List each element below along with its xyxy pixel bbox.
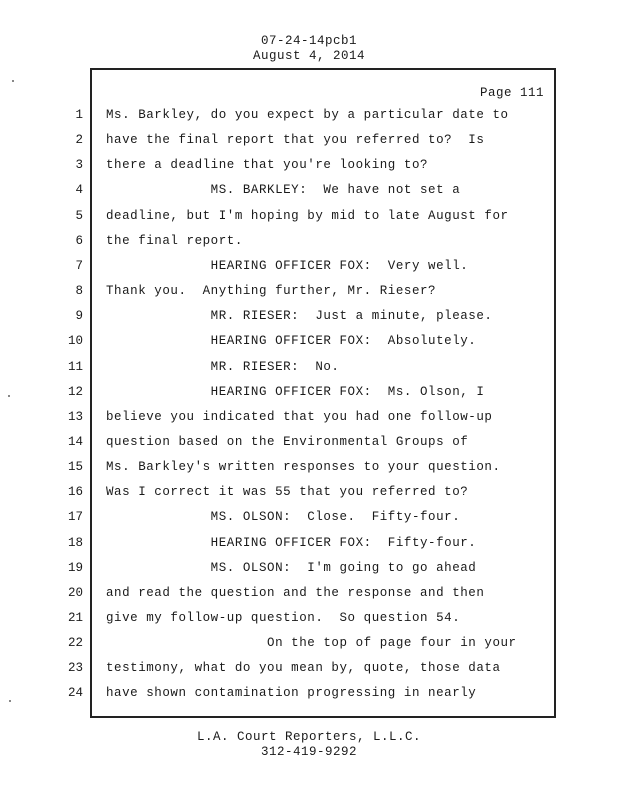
transcript-line: MS. OLSON: Close. Fifty-four.	[106, 510, 461, 525]
line-number: 14	[67, 434, 83, 449]
transcript-line: believe you indicated that you had one follow-up	[106, 409, 493, 424]
transcript-line: testimony, what do you mean by, quote, those data	[106, 661, 501, 676]
scan-speck	[12, 80, 14, 82]
line-number: 17	[67, 510, 83, 525]
transcript-line: MR. RIESER: No.	[106, 359, 340, 374]
transcript-line: give my follow-up question. So question 54.	[106, 611, 461, 625]
line-number: 8	[75, 284, 83, 299]
transcript-line: On the top of page four in your	[106, 636, 517, 651]
line-number: 16	[67, 485, 83, 500]
line-number: 4	[75, 183, 83, 198]
line-number: 19	[67, 560, 83, 575]
transcript-line: HEARING OFFICER FOX: Very well.	[106, 258, 469, 273]
transcript-line: and read the question and the response and then	[106, 585, 485, 600]
line-number: 7	[75, 258, 83, 273]
line-number: 10	[67, 334, 83, 349]
reporter-phone: 312-419-9292	[260, 745, 357, 759]
transcript-line: there a deadline that you're looking to?	[106, 158, 429, 173]
transcript-line: have shown contamination progressing in nearly	[106, 686, 477, 701]
case-id-header: 07-24-14pcb1	[260, 34, 357, 48]
line-number: 6	[75, 233, 83, 248]
transcript-line: the final report.	[106, 233, 243, 248]
transcript-line: HEARING OFFICER FOX: Ms. Olson, I	[106, 384, 485, 399]
transcript-line: HEARING OFFICER FOX: Fifty-four.	[106, 535, 477, 550]
transcript-line: MR. RIESER: Just a minute, please.	[106, 309, 493, 324]
line-number: 15	[67, 460, 83, 475]
transcript-line: MS. OLSON: I'm going to go ahead	[106, 560, 477, 575]
transcript-line: question based on the Environmental Groups of	[106, 434, 469, 449]
line-number: 5	[75, 208, 83, 223]
line-number: 2	[75, 133, 83, 148]
line-number: 23	[67, 661, 83, 676]
scan-speck	[9, 700, 11, 702]
line-number: 22	[67, 636, 83, 651]
transcript-line: Thank you. Anything further, Mr. Rieser?	[106, 284, 437, 299]
transcript-line: HEARING OFFICER FOX: Absolutely.	[106, 334, 477, 349]
line-number: 24	[67, 686, 83, 701]
scan-speck	[8, 395, 10, 397]
transcript-line: have the final report that you referred to? Is	[106, 133, 485, 148]
line-number: 1	[75, 108, 83, 122]
page-number: Page 111	[479, 86, 544, 100]
line-number: 20	[67, 585, 83, 600]
line-number: 12	[67, 384, 83, 399]
line-number: 9	[75, 309, 83, 324]
line-number: 3	[75, 158, 83, 173]
transcript-line: deadline, but I'm hoping by mid to late August for	[106, 208, 509, 223]
line-number: 18	[67, 535, 83, 550]
line-number: 11	[67, 359, 83, 374]
transcript-line: Ms. Barkley's written responses to your question.	[106, 460, 501, 475]
transcript-line: MS. BARKLEY: We have not set a	[106, 183, 461, 198]
reporter-company: L.A. Court Reporters, L.L.C.	[196, 730, 422, 744]
transcript-line: Was I correct it was 55 that you referred to?	[106, 485, 469, 500]
transcript-line: Ms. Barkley, do you expect by a particular date to	[106, 108, 509, 122]
line-number: 21	[67, 611, 83, 625]
date-header: August 4, 2014	[252, 49, 366, 63]
line-number: 13	[67, 409, 83, 424]
